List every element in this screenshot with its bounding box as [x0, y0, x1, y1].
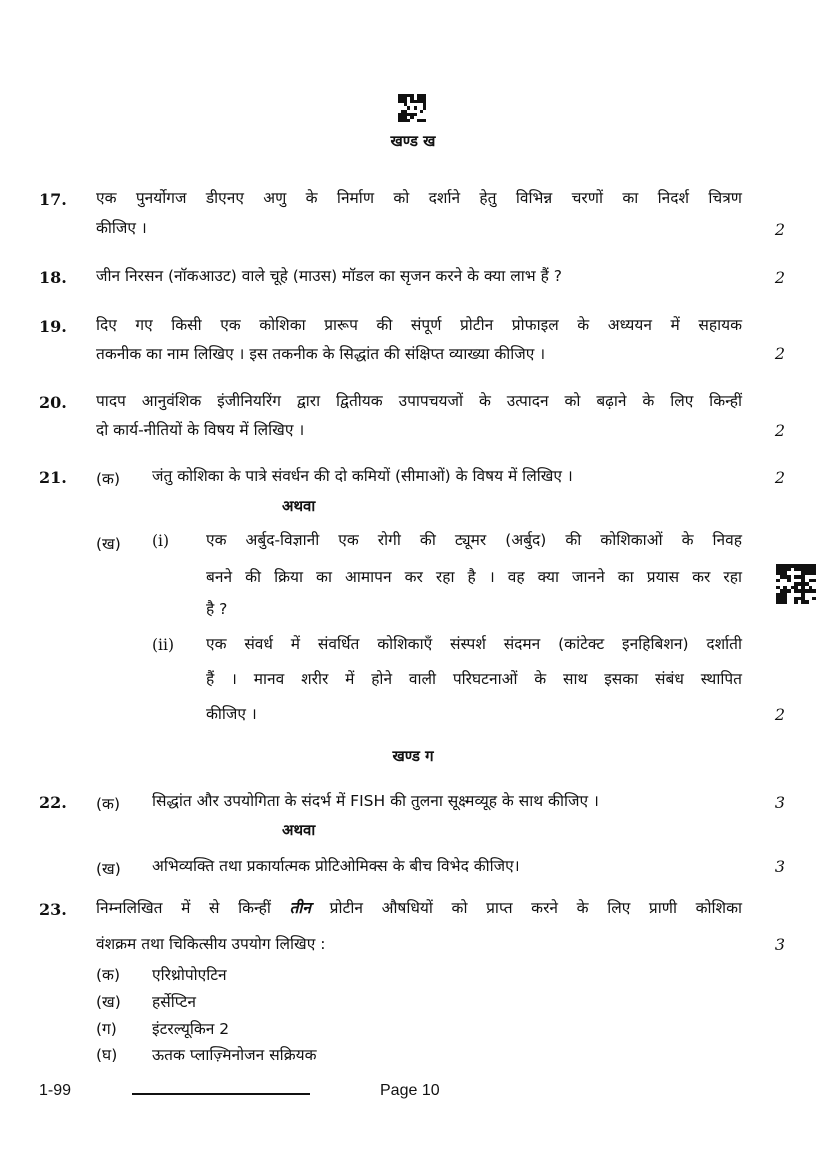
question-21-b-label: (ख)	[96, 535, 121, 553]
question-21-a-marks: 2	[774, 468, 785, 487]
question-19-line-2: तकनीक का नाम लिखिए । इस तकनीक के सिद्धांत की संक्षिप्त व्याख्या कीजिए ।	[96, 345, 546, 363]
question-22-or: अथवा	[282, 821, 316, 839]
question-20-line-1: पादप आनुवंशिक इंजीनियरिंग द्वारा द्वितीयक उपापचयजों के उत्पादन को बढ़ाने के लिए किन्हीं	[96, 392, 742, 410]
question-21-b-ii-line-2: हैं । मानव शरीर में होने वाली परिघटनाओं के साथ इसका संबंध स्थापित	[206, 670, 742, 688]
question-21-b-i-line-3: है ?	[206, 600, 228, 618]
question-18-text: जीन निरसन (नॉकआउट) वाले चूहे (माउस) मॉडल का सृजन करने के क्या लाभ हैं ?	[96, 267, 562, 285]
qr-code-icon	[776, 564, 816, 604]
question-21-b-ii-label: (ii)	[152, 636, 175, 654]
question-21-b-i-line-2: बनने की क्रिया का आमापन कर रहा है । वह क्या जानने का प्रयास कर रहा	[206, 568, 742, 586]
question-22-a-label: (क)	[96, 795, 120, 813]
qr-module	[812, 600, 816, 604]
question-22-b-text: अभिव्यक्ति तथा प्रकार्यात्मक प्रोटिओमिक्स के बीच विभेद कीजिए।	[152, 857, 520, 875]
question-17-line-1: एक पुनर्योगज डीएनए अणु के निर्माण को दर्शाने हेतु विभिन्न चरणों का निदर्श चित्रण	[96, 189, 742, 207]
question-20-marks: 2	[774, 421, 785, 440]
question-23-number: 23.	[39, 900, 67, 919]
question-22-a-text: सिद्धांत और उपयोगिता के संदर्भ में FISH की तुलना सूक्ष्मव्यूह के साथ कीजिए ।	[152, 792, 599, 810]
question-23-line-1-pre: निम्नलिखित में से किन्हीं	[96, 899, 271, 917]
question-19-number: 19.	[39, 317, 67, 336]
question-18-marks: 2	[774, 268, 785, 287]
page-number: Page 10	[380, 1082, 440, 1099]
question-21-b-ii-line-1: एक संवर्ध में संवर्धित कोशिकाएँ संस्पर्श संदमन (कांटेक्ट इनहिबिशन) दर्शाती	[206, 635, 742, 653]
paper-code: 1-99	[39, 1082, 72, 1099]
question-22-number: 22.	[39, 793, 67, 812]
question-23-option-text: हर्सेप्टिन	[152, 993, 196, 1011]
question-23-option-text: इंटरल्यूकिन 2	[152, 1020, 230, 1038]
question-20-line-2: दो कार्य-नीतियों के विषय में लिखिए ।	[96, 421, 305, 439]
question-23-option-label: (घ)	[96, 1046, 118, 1064]
question-23-option-label: (क)	[96, 966, 120, 984]
question-22-b-label: (ख)	[96, 860, 121, 878]
question-18-number: 18.	[39, 268, 67, 287]
question-21-b-marks: 2	[774, 705, 785, 724]
question-23-option-text: एरिथ्रोपोएटिन	[152, 966, 227, 984]
question-21-b-ii-line-3: कीजिए ।	[206, 705, 257, 723]
question-17-marks: 2	[774, 220, 785, 239]
question-23-option-text: ऊतक प्लाज़्मिनोजन सक्रियक	[152, 1046, 317, 1064]
question-23-option-label: (ख)	[96, 993, 121, 1011]
qr-module	[423, 119, 426, 122]
question-17-number: 17.	[39, 190, 67, 209]
question-19-marks: 2	[774, 344, 785, 363]
question-22-b-marks: 3	[774, 857, 785, 876]
question-23-line-1-post: प्रोटीन औषधियों को प्राप्त करने के लिए प्राणी कोशिका	[329, 899, 742, 917]
question-21-b-i-label: (i)	[152, 532, 170, 550]
question-23-line-2: वंशक्रम तथा चिकित्सीय उपयोग लिखिए :	[96, 935, 326, 953]
question-23-line-1	[96, 893, 742, 923]
question-21-or: अथवा	[282, 497, 316, 515]
question-19-line-1: दिए गए किसी एक कोशिका प्रारूप की संपूर्ण प्रोटीन प्रोफाइल के अध्ययन में सहायक	[96, 316, 742, 334]
question-21-number: 21.	[39, 468, 67, 487]
question-20-number: 20.	[39, 393, 67, 412]
question-23-option-label: (ग)	[96, 1020, 117, 1038]
question-21-a-text: जंतु कोशिका के पात्रे संवर्धन की दो कमियों (सीमाओं) के विषय में लिखिए ।	[152, 467, 573, 485]
section-c-heading: खण्ड ग	[392, 747, 434, 765]
question-23-marks: 3	[774, 935, 785, 954]
section-b-heading: खण्ड ख	[390, 132, 436, 150]
question-17-line-2: कीजिए ।	[96, 219, 147, 237]
question-21-b-i-line-1: एक अर्बुद-विज्ञानी एक रोगी की ट्यूमर (अर्बुद) की कोशिकाओं के निवह	[206, 531, 742, 549]
footer-rule	[132, 1093, 310, 1095]
question-22-a-marks: 3	[774, 793, 785, 812]
qr-code-icon	[398, 94, 426, 122]
question-21-a-label: (क)	[96, 470, 120, 488]
question-23-line-1-emphasis: तीन	[289, 899, 312, 917]
